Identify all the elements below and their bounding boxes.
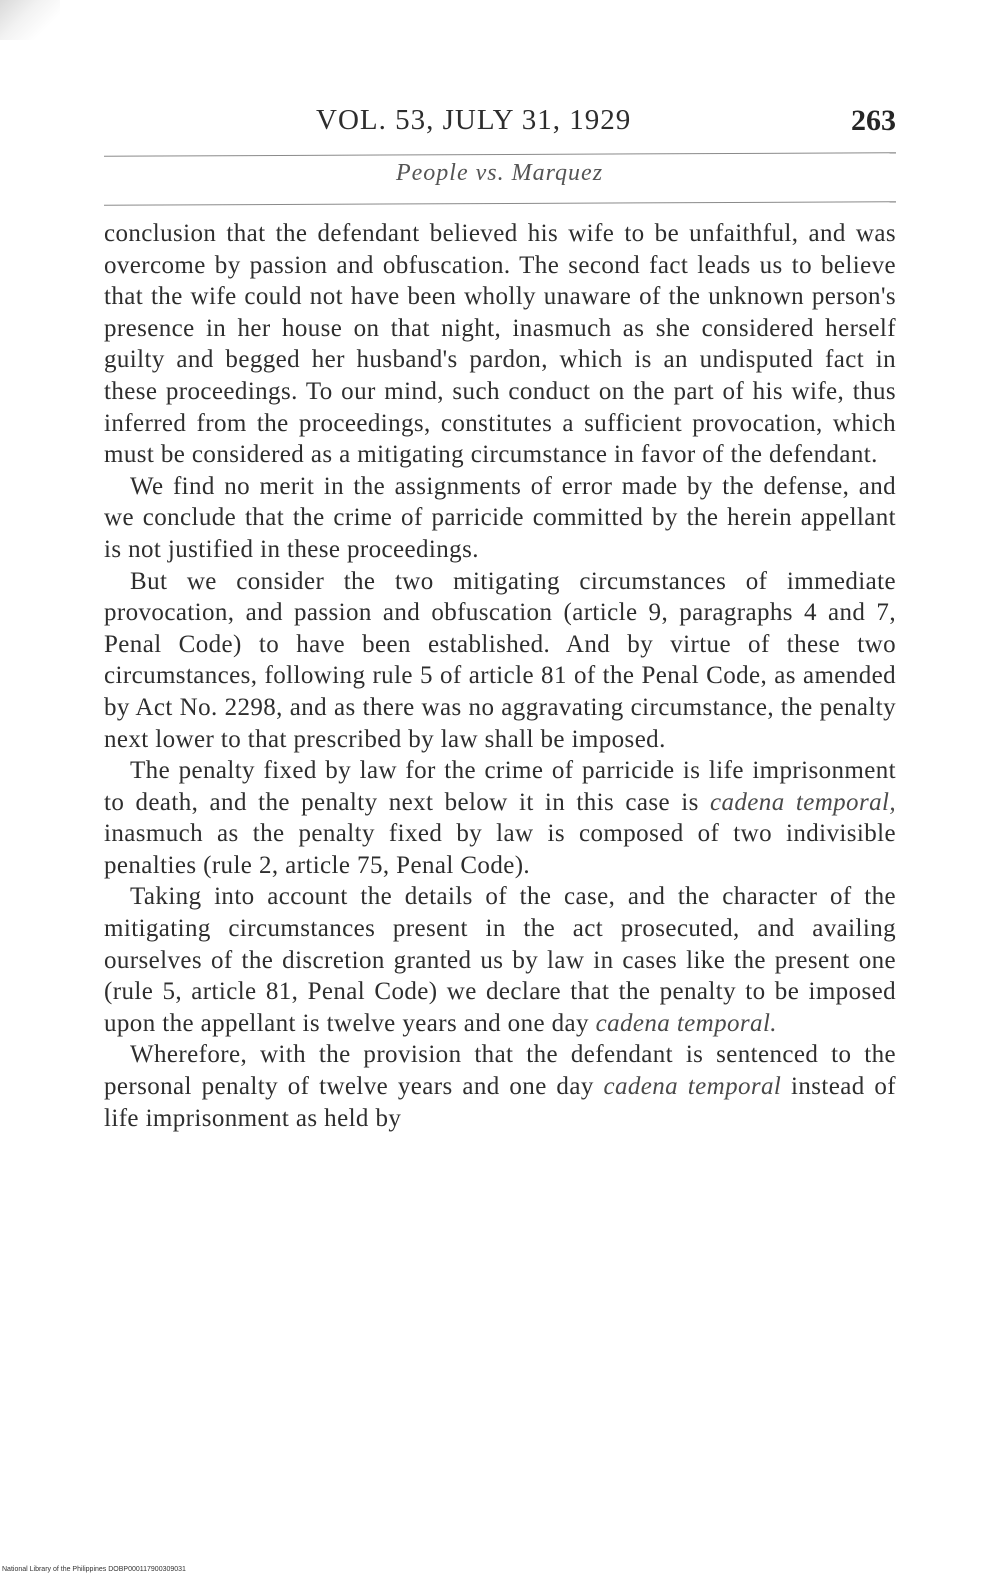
header-rule-top xyxy=(104,152,896,156)
scan-corner-shadow xyxy=(0,0,60,40)
paragraph-2: We find no merit in the assignments of error made by the defense, and we conclude that the crime of parricide committed by the herein appellant is not justified in these proceedings. xyxy=(104,472,896,563)
paragraph-5-italic-term: cadena temporal. xyxy=(595,1009,777,1037)
paragraph-4-text-a: The penalty fixed by law for the crime of parricide is life imprisonment to death, and the penalty next below it in this case is xyxy=(104,757,896,816)
body-text xyxy=(104,218,896,1134)
header-rule-bottom xyxy=(104,201,896,205)
paragraph-4 xyxy=(104,755,896,881)
paragraph-1: conclusion that the defendant believed his wife to be unfaithful, and was overcome by passion and obfuscation. The second fact leads us to believe that the wife could not have been wholly unaware of the unknown person's presence in her house on that night, inasmuch as she considered herself guilty and begged her husband's pardon, which is an undisputed fact in these proceedings. To our mind, such conduct on the part of his wife, thus inferred from the proceedings, constitutes a sufficient provocation, which must be considered as a mitigating circumstance in favor of the defendant. xyxy=(104,220,896,469)
paragraph-5-text-a: Taking into account the details of the case, and the character of the mitigating circumstances present in the act prosecuted, and availing ourselves of the discretion granted us by law in cases like the present one (rule 5, article 81, Penal Code) we declare that the penalty to be imposed upon the appellant is twelve years and one day xyxy=(104,883,896,1037)
running-title: VOL. 53, JULY 31, 1929 xyxy=(316,104,632,136)
paragraph-6 xyxy=(104,1039,896,1134)
paragraph-4-text-c: inasmuch as the penalty fixed by law is composed of two indivisible penalties (rule 2, article 75, Penal Code). xyxy=(104,820,896,879)
running-head xyxy=(104,104,896,144)
paragraph-6-italic-term: cadena temporal xyxy=(603,1073,782,1101)
paragraph-6-text-a: Wherefore, with the provision that the defendant is sentenced to the personal penalty of twelve years and one day xyxy=(104,1041,896,1101)
paragraph-6-text-c: instead of life imprisonment as held by xyxy=(104,1073,896,1132)
paragraph-3: But we consider the two mitigating circumstances of immediate provocation, and passion and obfuscation (article 9, paragraphs 4 and 7, Penal Code) to have been established. And by virtue of these two circumstances, following rule 5 of article 81 of the Penal Code, as amended by Act No. 2298, and as there was no aggravating circumstance, the penalty next lower to that prescribed by law shall be imposed. xyxy=(104,567,896,753)
paragraph-5 xyxy=(104,881,896,1039)
case-title: People vs. Marquez xyxy=(395,160,604,186)
paragraph-4-italic-term: cadena temporal, xyxy=(710,788,896,816)
page-number: 263 xyxy=(851,104,896,137)
scan-footer-label: National Library of the Philippines DOBP000117900309031 xyxy=(2,1566,186,1573)
